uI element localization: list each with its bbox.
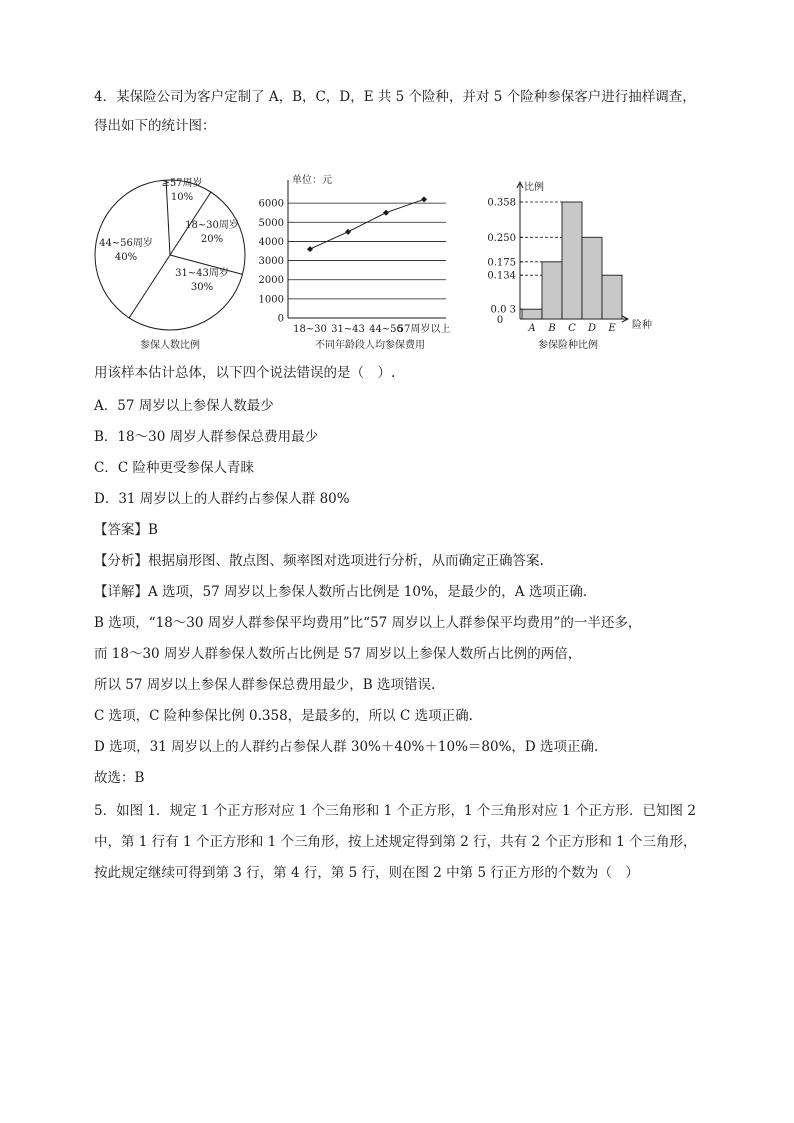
line-point (383, 210, 389, 216)
question4-line1: 4．某保险公司为客户定制了 A，B，C，D，E 共 5 个险种，并对 5 个险种参保客户进行抽样调查， (94, 89, 696, 105)
option-a: A．57 周岁以上参保人数最少 (94, 398, 274, 414)
bar-y-tick-label: 0.0 3 (490, 304, 516, 316)
line-chart (258, 168, 473, 358)
pie-chart (90, 168, 260, 358)
pie-slice-percent: 40% (114, 252, 138, 263)
bar-x-tick-label: D (587, 323, 597, 334)
pie-slice-label: ≥57周岁 (161, 178, 203, 189)
line-y-tick-label: 3000 (258, 256, 284, 268)
detail-line: D 选项，31 周岁以上的人群约占参保人群 30%＋40%＋10%＝80%，D 选项正确. (94, 739, 599, 755)
question4-stem: 用该样本估计总体，以下四个说法错误的是（ ）. (94, 365, 396, 381)
question5-line3: 按此规定继续可得到第 3 行，第 4 行，第 5 行，则在图 2 中第 5 行正方形的个数为（ ） (94, 865, 639, 881)
bar-y-tick-label: 0.175 (487, 257, 516, 269)
line-caption: 不同年龄段人均参保费用 (315, 340, 425, 351)
option-c: C．C 险种更受参保人青睐 (94, 460, 254, 476)
analysis-label: 【分析】 (94, 553, 148, 569)
option-d: D．31 周岁以上的人群约占参保人群 80% (94, 491, 350, 507)
answer-row (94, 521, 158, 539)
analysis-row (94, 552, 544, 570)
line-point (307, 246, 313, 252)
detail-row-1 (94, 583, 587, 601)
bar (602, 275, 622, 319)
pie-slice-percent: 10% (170, 192, 194, 203)
bar-x-tick-label: C (568, 323, 576, 334)
line-point (345, 229, 351, 235)
bar-y-tick-label: 0.250 (487, 232, 516, 244)
line-y-axis-title: 单位：元 (292, 175, 332, 186)
line-y-tick-label: 2000 (258, 275, 284, 287)
line-y-tick-label: 4000 (258, 236, 284, 248)
option-b: B．18～30 周岁人群参保总费用最少 (94, 429, 319, 445)
line-x-tick-label: 18~30 (293, 324, 327, 335)
bar-y-tick-label: 0.358 (487, 197, 516, 209)
conclusion: 故选：B (94, 770, 145, 786)
bar (542, 262, 562, 319)
pie-slice-label: 44~56周岁 (99, 238, 153, 249)
bar-y-axis-title: 比例 (524, 182, 544, 193)
line-y-tick-label: 0 (277, 313, 284, 325)
analysis-text: 根据扇形图、散点图、频率图对选项进行分析，从而确定正确答案. (148, 553, 544, 569)
line-y-tick-label: 1000 (258, 294, 284, 306)
bar (582, 237, 602, 319)
detail-label: 【详解】 (94, 584, 148, 600)
line-x-tick-label: 44~56 (369, 324, 403, 335)
bar-x-tick-label: A (528, 323, 536, 334)
bar-y-tick-label: 0 (496, 315, 504, 326)
detail-line: 而 18～30 周岁人群参保人数所占比例是 57 周岁以上参保人数所占比例的两倍， (94, 646, 582, 662)
bar (562, 202, 582, 319)
question5-line2: 中，第 1 行有 1 个正方形和 1 个三角形，按上述规定得到第 2 行，共有 2 个正方形和 1 个三角形， (94, 834, 697, 850)
answer-label: 【答案】 (94, 522, 148, 538)
detail-line: C 选项，C 险种参保比例 0.358，是最多的，所以 C 选项正确. (94, 708, 473, 724)
bar-x-tick-label: E (608, 323, 616, 334)
bar-y-tick-label: 0.134 (487, 270, 516, 282)
line-x-tick-label: 31~43 (331, 324, 365, 335)
question5-line1: 5．如图 1．规定 1 个正方形对应 1 个三角形和 1 个正方形，1 个三角形对应 1 个正方形．已知图 2 (94, 803, 696, 819)
detail-line: 所以 57 周岁以上参保人群参保总费用最少，B 选项错误. (94, 677, 436, 693)
line-x-tick-label: 57周岁以上 (397, 324, 451, 335)
bar-x-tick-label: B (548, 323, 556, 334)
bar-x-axis-title: 险种 (632, 320, 652, 331)
pie-slice-label: 31~43周岁 (175, 268, 229, 279)
question4-figures (90, 168, 710, 358)
pie-slice-label: 18~30周岁 (185, 220, 239, 231)
line-point (421, 196, 427, 202)
pie-slice-percent: 20% (200, 234, 224, 245)
answer-value: B (148, 522, 158, 538)
line-y-tick-label: 6000 (258, 198, 284, 210)
detail-line: B 选项，“18～30 周岁人群参保平均费用”比“57 周岁以上人群参保平均费用”的一半还多， (94, 615, 642, 631)
detail-line: A 选项，57 周岁以上参保人数所占比例是 10%，是最少的，A 选项正确. (148, 584, 588, 600)
line-y-tick-label: 5000 (258, 217, 284, 229)
pie-slice-percent: 30% (190, 282, 214, 293)
pie-caption: 参保人数比例 (140, 340, 200, 351)
question4-line2: 得出如下的统计图： (94, 118, 216, 134)
bar-chart (478, 168, 658, 358)
bar (522, 309, 542, 319)
bar-caption: 参保险种比例 (538, 340, 598, 351)
